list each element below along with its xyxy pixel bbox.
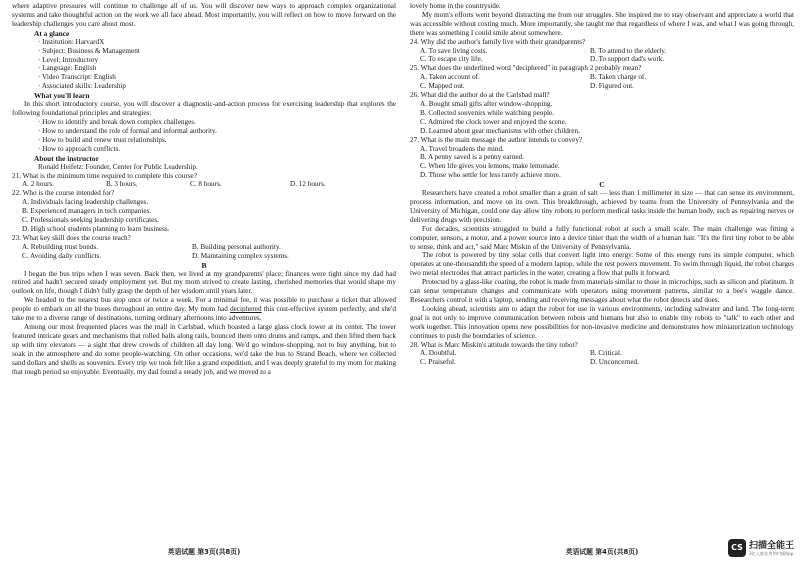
glance-item: · Associated skills: Leadership bbox=[38, 82, 127, 91]
intro-paragraph: where adaptive pressures will continue to challenge all of us. You will discover new ways to approach complex organizational systems and take thoughtful action on the work we all face ahead. Most importantly, you will reflect on how to move forward on the leadership challenges you care about most. bbox=[12, 2, 396, 28]
passage-c-paragraph-2: For decades, scientists struggled to build a fully functional robot at such a small scale. The main challenge was fitting a computer, sensors, a motor, and a power source into a device tinier than the width of a human hair. "It's the first tiny robot to be able to sense, think and act," said Marc Miskin of the University of Pennsylvania. bbox=[410, 224, 794, 251]
option-c: C. 8 hours. bbox=[190, 180, 222, 189]
glance-item: · Institution: HarvardX bbox=[38, 37, 105, 46]
option-a: A. Travel broadens the mind. bbox=[420, 144, 504, 153]
option-a: A. Taken account of. bbox=[420, 73, 480, 82]
passage-b-continuation: lovely home in the countryside. bbox=[410, 2, 501, 10]
page-4 bbox=[410, 2, 794, 562]
option-c: C. Avoiding daily conflicts. bbox=[22, 251, 102, 260]
option-b: B. 3 hours. bbox=[106, 180, 138, 189]
question-27-options bbox=[420, 145, 794, 181]
question-22: 22. Who is the course intended for? bbox=[12, 189, 115, 198]
option-c: C. When life gives you lemons, make lemonade. bbox=[420, 162, 560, 171]
option-c: C. Professionals seeking leadership certificates. bbox=[22, 216, 159, 225]
question-25: 25. What does the underlined word "deciphered" in paragraph 2 probably mean? bbox=[410, 64, 642, 73]
option-d: D. Maintaining complex systems. bbox=[192, 251, 289, 260]
option-c: C. To escape city life. bbox=[420, 55, 483, 64]
instructor-heading: About the instructor bbox=[34, 153, 99, 163]
passage-c-paragraph-4: Protected by a glass-like coating, the robot is made from materials similar to those in microchips, such as silicon and platinum. It can sense temperature changes and communicate with operators using movement patterns, similar to a bee's waggle dance. Researchers control it with a laptop, sending and receiving messages about what the robot detects and does. bbox=[410, 278, 794, 304]
passage-c-paragraph-1: Researchers have created a robot smaller than a grain of salt — less than 1 millimeter in size — that can sense its environment, process information, and move on its own. This breakthrough, achieved by teams from the University of Pennsylvania and the University of Michigan, could one day allow tiny robots to perform medical tasks inside the human body, such as repairing nerves or delivering drugs with precision. bbox=[410, 189, 794, 224]
question-21-options bbox=[22, 180, 396, 189]
glance-heading: At a glance bbox=[34, 28, 70, 38]
text-segment: this cost-effective system perfectly, and she'd take me to a diverse range of destinations, turning ordinary afternoons into adventures. bbox=[12, 305, 396, 323]
watermark-title: 扫描全能王 bbox=[748, 541, 794, 551]
question-27: 27. What is the main message the author intends to convey? bbox=[410, 135, 583, 144]
option-a: A. 2 hours. bbox=[22, 180, 54, 189]
learn-item: · How to approach conflicts. bbox=[38, 144, 121, 153]
option-b: B. Building personal authority. bbox=[192, 242, 281, 251]
camscanner-watermark bbox=[728, 538, 794, 557]
option-c: C. Mapped out. bbox=[420, 82, 465, 91]
option-a: A. To save living costs. bbox=[420, 46, 488, 55]
option-b: B. To attend to the elderly. bbox=[590, 46, 667, 55]
underlined-word: deciphered bbox=[230, 305, 262, 314]
option-b: B. Taken charge of. bbox=[590, 73, 647, 82]
glance-item: · Level: Introductory bbox=[38, 55, 99, 64]
question-26-options bbox=[420, 100, 794, 136]
option-b: B. Experienced managers in tech companies. bbox=[22, 207, 152, 216]
learn-item: · How to understand the role of formal and informal authority. bbox=[38, 126, 217, 135]
option-b: B. Critical. bbox=[590, 349, 622, 358]
question-24-options bbox=[420, 47, 794, 65]
option-a: A. Rebuilding trust bonds. bbox=[22, 242, 99, 251]
option-d: D. Figured out. bbox=[590, 82, 634, 91]
option-d: D. Learned about gear mechanisms with other children. bbox=[420, 126, 580, 135]
option-a: A. Bought small gifts after window-shopping. bbox=[420, 99, 553, 108]
camscanner-logo-icon: CS bbox=[728, 539, 746, 557]
option-d: D. Those who settle for less rarely achieve more. bbox=[420, 171, 561, 180]
section-c-heading: C bbox=[599, 180, 605, 190]
passage-b-paragraph-1: I began the bus trips when I was seven. Back then, we lived at my grandparents' place; finances were tight since my dad had retired and hadn't secured steady employment yet. But my mom strived to create lasting, cherished memories that would shape my outlook on life, though I didn't fully grasp the depth of her wisdom until years later. bbox=[12, 269, 396, 296]
glance-item: · Video Transcript: English bbox=[38, 73, 116, 82]
option-a: A. Doubtful. bbox=[420, 349, 457, 358]
passage-b-paragraph-2 bbox=[12, 296, 396, 323]
instructor-text: Ronald Heifetz: Founder, Center for Public Leadership. bbox=[38, 162, 198, 171]
question-23: 23. What key skill does the course teach? bbox=[12, 233, 131, 242]
option-b: B. A penny saved is a penny earned. bbox=[420, 153, 524, 162]
question-28: 28. What is Marc Miskin's attitude towards the tiny robot? bbox=[410, 340, 578, 349]
learn-heading: What you'll learn bbox=[34, 91, 90, 101]
learn-item: · How to build and renew trust relationships. bbox=[38, 135, 167, 144]
passage-c-paragraph-3: The robot is powered by tiny solar cells that convert light into energy. Some of this energy runs its simple computer, which operates at one-thousandth the speed of a modern laptop, while the rest powers movement. To swim through liquid, the robot charges two metal electrodes that attract particles in the water, creating a flow that pulls it forward. bbox=[410, 251, 794, 278]
option-d: D. High school students planning to learn business. bbox=[22, 224, 170, 233]
passage-b-paragraph-4: My mom's efforts went beyond distracting me from our struggles. She inspired me to stay observant and appreciate a world that was accessible without costing much. More importantly, she taught me that regardless of where I was, and what I was going through, there was something I could smile about somewhere. bbox=[410, 10, 794, 37]
question-22-options bbox=[22, 198, 396, 234]
question-21: 21. What is the minimum time required to complete this course? bbox=[12, 171, 197, 180]
section-b-heading: B bbox=[201, 260, 207, 270]
option-d: D. 12 hours. bbox=[290, 180, 326, 189]
page-footer: 英语试题 第4页(共8页) bbox=[565, 548, 639, 556]
page-3 bbox=[12, 2, 396, 562]
option-b: B. Collected souvenirs while watching people. bbox=[420, 108, 554, 117]
glance-item: · Language: English bbox=[38, 64, 97, 73]
passage-c-paragraph-5: Looking ahead, scientists aim to adapt the robot for use in various environments, including saltwater and land. The long-term goal is not only to improve communication between robots and humans but also to enable tiny robots to "talk" to each other and work together. This innovation opens new possibilities for non-invasive medicine and demonstrates how miniaturization technology continues to push the boundaries of science. bbox=[410, 304, 794, 340]
option-c: C. Praiseful. bbox=[420, 358, 456, 367]
question-25-options bbox=[420, 73, 794, 91]
glance-item: · Subject: Business & Management bbox=[38, 46, 140, 55]
page-footer: 英语试题 第3页(共8页) bbox=[167, 548, 241, 556]
learn-paragraph: In this short introductory course, you will discover a diagnostic-and-action process for exercising leadership that explores the following foundational principles and strategies: bbox=[12, 100, 396, 118]
text-segment: We headed to the nearest bus stop once or twice a week. For a minimal fee, it was possible to purchase a ticket that allowed people to embark on all the buses throughout an entire day. My mom had bbox=[12, 296, 396, 314]
question-28-options bbox=[420, 349, 794, 367]
question-23-options bbox=[22, 243, 396, 261]
option-a: A. Individuals facing leadership challenges. bbox=[22, 198, 149, 207]
option-d: D. To support dad's work. bbox=[590, 55, 665, 64]
option-c: C. Admired the clock tower and enjoyed the scene. bbox=[420, 117, 567, 126]
passage-b-paragraph-3: Among our most frequented places was the mall in Carlsbad, which boasted a large glass clock tower at its center. The tower featured intricate gears and mechanisms that rolled balls along rails, bounced them onto drums and ramps, and then lifted them back up with tiny elevators — a sight that drew crowds of children all day long. We'd go window-shopping, not to buy anything, but to soak in the atmosphere and do some people-watching. On other occasions, we'd take the bus to Strand Beach, where we collected sand dollars and shells as souvenirs. Every trip we took felt like a grand expedition, and I was deeply grateful to my mom for making that tough period so enjoyable. Eventually, my dad found a steady job, and we moved to a bbox=[12, 323, 396, 376]
option-d: D. Unconcerned. bbox=[590, 358, 639, 367]
watermark-subtitle: 3亿人都在用的扫描App bbox=[748, 551, 794, 556]
question-26: 26. What did the author do at the Carlsbad mall? bbox=[410, 91, 550, 100]
question-24: 24. Why did the author's family live with their grandparents? bbox=[410, 37, 586, 46]
learn-item: · How to identify and break down complex challenges. bbox=[38, 117, 196, 126]
watermark-text bbox=[749, 538, 794, 557]
